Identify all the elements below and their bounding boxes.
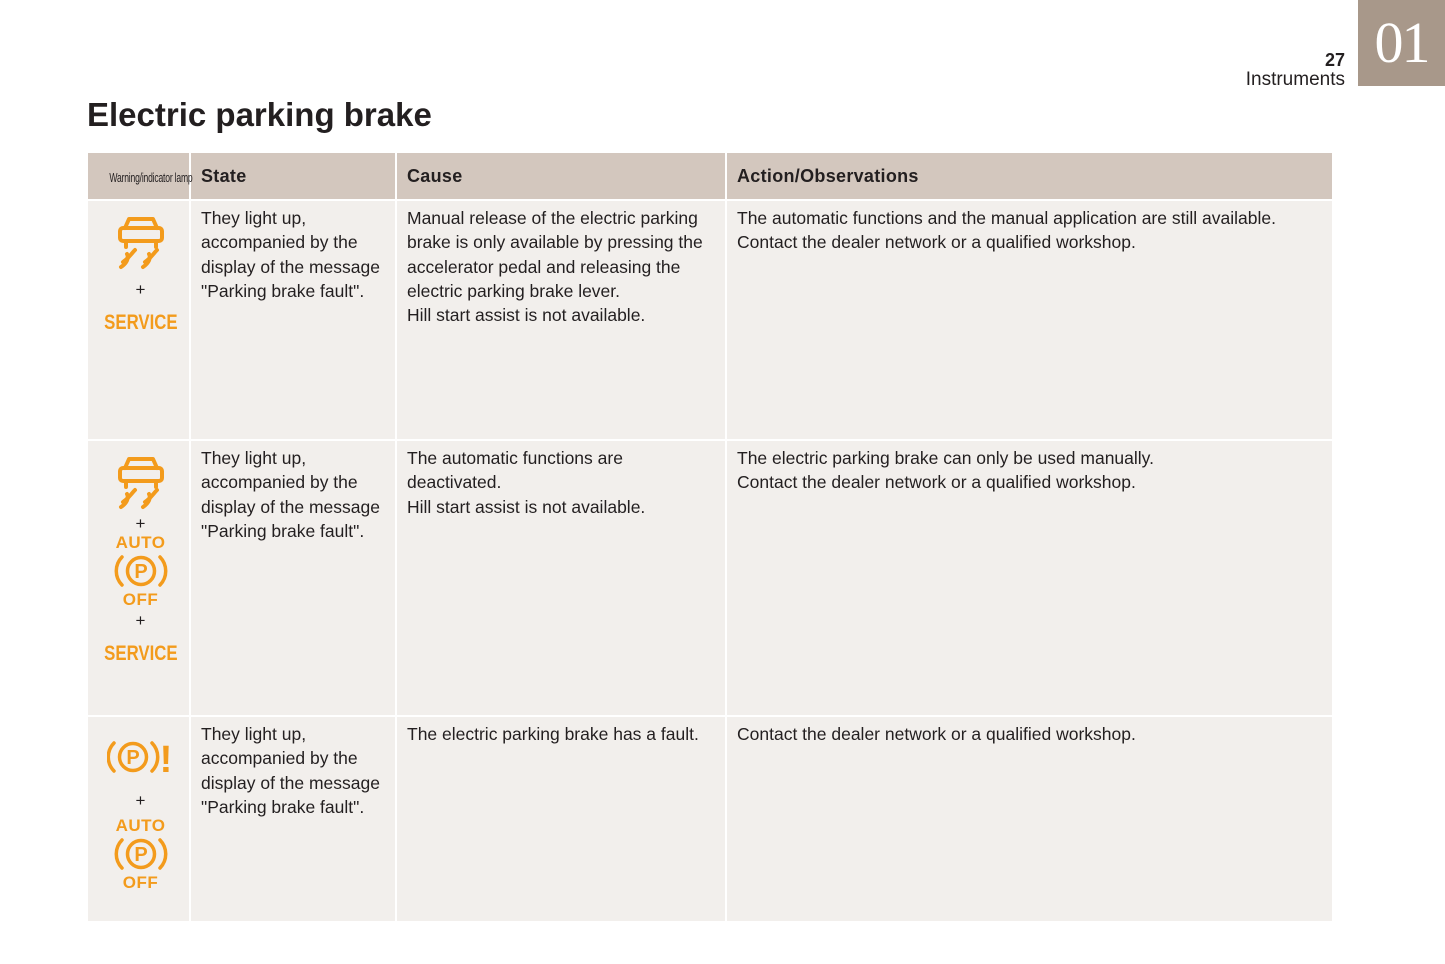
state-cell: They light up, accompanied by the display of the message "Parking brake fault". — [190, 200, 396, 440]
svg-text:P: P — [133, 561, 148, 583]
stability-control-icon — [115, 454, 167, 510]
cause-cell: The automatic functions are deactivated. Hill start assist is not available. — [396, 440, 726, 716]
off-label: OFF — [122, 590, 159, 609]
action-cell: The electric parking brake can only be used manually. Contact the dealer network or a qualified workshop. — [726, 440, 1333, 716]
service-warning-icon: SERVICE — [103, 642, 178, 665]
column-header-lamp: Warning/indicator lamp — [87, 152, 190, 200]
svg-text:!: ! — [159, 739, 172, 778]
page-number: 27 — [1324, 50, 1345, 70]
off-label: OFF — [122, 873, 159, 892]
action-cell: Contact the dealer network or a qualified workshop. — [726, 716, 1333, 922]
lamp-cell — [87, 716, 190, 922]
section-name: Instruments — [1245, 69, 1345, 90]
svg-text:P: P — [133, 844, 148, 866]
cause-cell: Manual release of the electric parking brake is only available by pressing the accelerator pedal and releasing the electric parking brake lever. Hill start assist is not available. — [396, 200, 726, 440]
parking-p-icon — [111, 834, 171, 874]
auto-label: AUTO — [115, 533, 166, 552]
svg-text:P: P — [125, 747, 140, 769]
lamp-cell — [87, 200, 190, 440]
state-cell: They light up, accompanied by the display of the message "Parking brake fault". — [190, 716, 396, 922]
column-header-action: Action/Observations — [726, 152, 1333, 200]
auto-label: AUTO — [115, 816, 166, 835]
table-header-row — [87, 152, 1333, 200]
plus-sign: + — [135, 791, 146, 810]
auto-parking-off-icon — [111, 817, 171, 891]
chapter-tab: 01 — [1358, 0, 1445, 86]
parking-p-icon — [111, 551, 171, 591]
parking-brake-fault-icon — [107, 736, 175, 778]
column-header-state: State — [190, 152, 396, 200]
warning-lamp-table — [86, 151, 1334, 923]
page-title: Electric parking brake — [87, 96, 432, 133]
plus-sign: + — [135, 280, 146, 299]
service-warning-icon: SERVICE — [103, 311, 178, 334]
table-row — [87, 440, 1333, 716]
lamp-cell — [87, 440, 190, 716]
plus-sign: + — [135, 611, 146, 630]
column-header-cause: Cause — [396, 152, 726, 200]
stability-control-icon — [115, 214, 167, 270]
auto-parking-off-icon — [111, 534, 171, 608]
cause-cell: The electric parking brake has a fault. — [396, 716, 726, 922]
plus-sign: + — [135, 514, 146, 533]
table-row — [87, 200, 1333, 440]
action-cell: The automatic functions and the manual application are still available. Contact the dealer network or a qualified workshop. — [726, 200, 1333, 440]
state-cell: They light up, accompanied by the display of the message "Parking brake fault". — [190, 440, 396, 716]
table-row — [87, 716, 1333, 922]
